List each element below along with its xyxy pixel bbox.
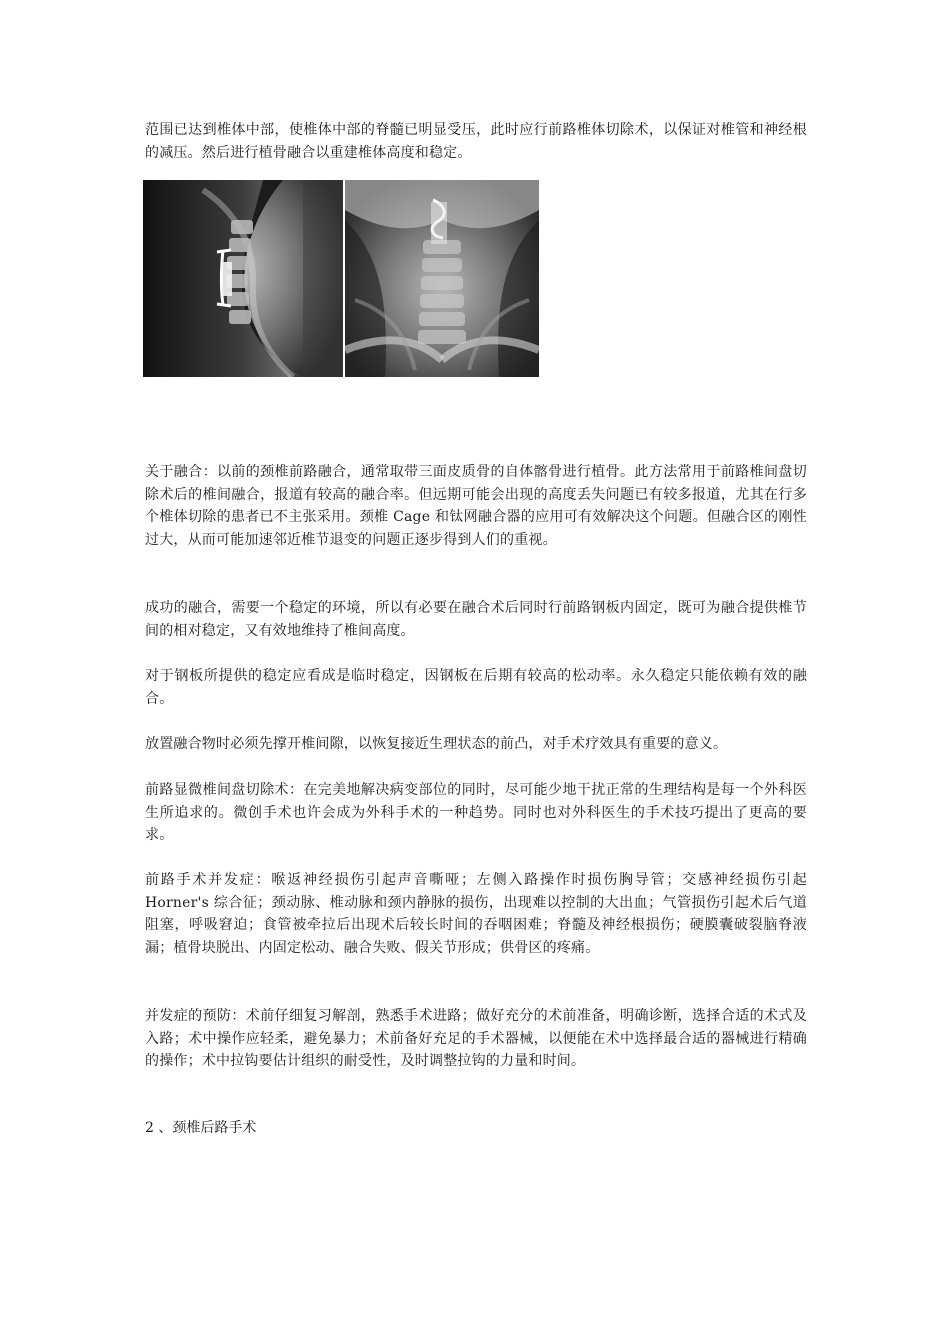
section-heading: 2 、颈椎后路手术 <box>145 1120 257 1136</box>
paragraph: 前路手术并发症：喉返神经损伤引起声音嘶哑；左侧入路操作时损伤胸导管；交感神经损伤引起 Horner's 综合征；颈动脉、椎动脉和颈内静脉的损伤，出现难以控制的大出血；气管损伤引起术后气道阻塞，呼吸窘迫；食管被牵拉后出现术后较长时间的吞咽困难；脊髓及神经根损伤；硬膜囊破裂脑脊液漏；植骨块脱出、内固定松动、融合失败、假关节形成；供骨区的疼痛。 <box>145 872 807 956</box>
paragraph: 并发症的预防：术前仔细复习解剖，熟悉手术进路；做好充分的术前准备，明确诊断，选择合适的术式及入路；术中操作应轻柔，避免暴力；术前备好充足的手术器械，以便能在术中选择最合适的器械进行精确的操作；术中拉钩要估计组织的耐受性，及时调整拉钩的力量和时间。 <box>145 1008 807 1069</box>
paragraph: 关于融合：以前的颈椎前路融合，通常取带三面皮质骨的自体髂骨进行植骨。此方法常用于前路椎间盘切除术后的椎间融合，报道有较高的融合率。但远期可能会出现的高度丢失问题已有较多报道，尤其在行多个椎体切除的患者已不主张采用。颈椎 Cage 和钛网融合器的应用可有效解决这个问题。但融合区的刚性过大，从而可能加速邻近椎节退变的问题正逐步得到人们的重视。 <box>145 464 807 548</box>
paragraph: 对于钢板所提供的稳定应看成是临时稳定，因钢板在后期有较高的松动率。永久稳定只能依赖有效的融合。 <box>145 668 807 707</box>
paragraph: 前路显微椎间盘切除术：在完美地解决病变部位的同时，尽可能少地干扰正常的生理结构是每一个外科医生所追求的。微创手术也许会成为外科手术的一种趋势。同时也对外科医生的手术技巧提出了更高的要求。 <box>145 782 807 843</box>
ap-xray-image <box>345 180 539 377</box>
lateral-xray-image <box>143 180 343 377</box>
xray-figure <box>143 180 539 377</box>
paragraph: 范围已达到椎体中部，使椎体中部的脊髓已明显受压，此时应行前路椎体切除术，以保证对椎管和神经根的减压。然后进行植骨融合以重建椎体高度和稳定。 <box>145 122 807 161</box>
paragraph: 成功的融合，需要一个稳定的环境，所以有必要在融合术后同时行前路钢板内固定，既可为融合提供椎节间的相对稳定，又有效地维持了椎间高度。 <box>145 600 807 639</box>
paragraph: 放置融合物时必须先撑开椎间隙，以恢复接近生理状态的前凸，对手术疗效具有重要的意义。 <box>145 736 728 752</box>
